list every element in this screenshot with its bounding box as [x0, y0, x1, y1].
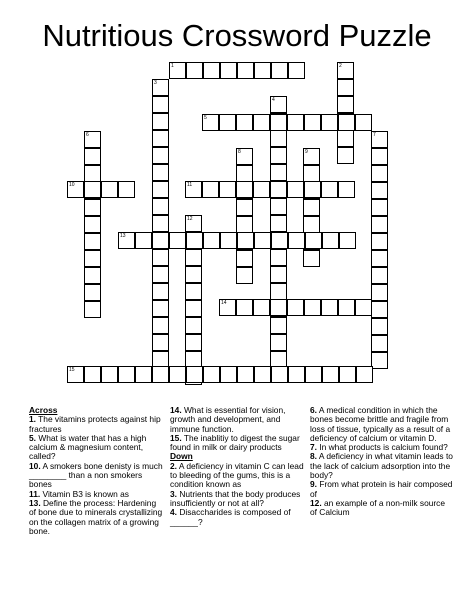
crossword-cell[interactable]	[185, 249, 202, 266]
crossword-cell[interactable]	[185, 317, 202, 334]
cell-number: 6	[86, 132, 89, 138]
cell-number: 3	[154, 80, 157, 86]
clue-text: What is essential for vision, growth and development, and immune function.	[170, 405, 286, 434]
clue-number: 14.	[170, 405, 182, 415]
crossword-cell[interactable]	[101, 366, 118, 383]
crossword-cell[interactable]	[84, 267, 101, 284]
crossword-cell[interactable]	[371, 199, 388, 216]
crossword-cell[interactable]	[203, 232, 220, 249]
cell-number: 2	[339, 63, 342, 69]
crossword-cell[interactable]	[271, 366, 288, 383]
cell-number: 5	[204, 115, 207, 121]
crossword-cell[interactable]	[236, 267, 253, 284]
crossword-cell[interactable]	[185, 334, 202, 351]
crossword-cell[interactable]	[186, 62, 203, 79]
crossword-cell[interactable]	[152, 266, 169, 283]
clue-number: 5.	[29, 432, 36, 443]
crossword-cell[interactable]	[152, 79, 169, 96]
cell-number: 10	[69, 182, 75, 188]
clue-item	[310, 499, 453, 518]
crossword-cell[interactable]	[254, 62, 271, 79]
crossword-cell[interactable]	[84, 301, 101, 318]
clue-text: What is water that has a high calcium & magnesium content, called?	[29, 432, 147, 462]
down-heading: Down	[170, 451, 193, 462]
crossword-cell[interactable]	[270, 283, 287, 300]
cell-number: 11	[187, 182, 193, 188]
crossword-cell[interactable]	[303, 216, 320, 233]
clue-text: Disaccharides is composed of ______?	[170, 507, 291, 527]
crossword-cell[interactable]	[270, 299, 287, 316]
crossword-cell[interactable]	[185, 215, 202, 232]
crossword-cell[interactable]	[84, 250, 101, 267]
crossword-cell[interactable]	[270, 215, 287, 232]
crossword-cell[interactable]	[371, 216, 388, 233]
clues-column-3	[310, 406, 453, 518]
clue-number: 4.	[170, 507, 177, 518]
clue-number: 10.	[29, 460, 41, 471]
crossword-cell[interactable]	[339, 366, 356, 383]
clue-item	[29, 462, 164, 490]
clue-item	[29, 434, 164, 462]
crossword-cell[interactable]	[337, 96, 354, 113]
crossword-cell[interactable]	[152, 366, 169, 383]
clue-number: 3.	[170, 488, 177, 499]
clue-text: Vitamin B3 is known as	[40, 488, 129, 499]
crossword-cell[interactable]	[303, 250, 320, 267]
crossword-cell[interactable]	[270, 266, 287, 283]
crossword-cell[interactable]	[169, 62, 186, 79]
crossword-cell[interactable]	[152, 96, 169, 113]
crossword-cell[interactable]	[305, 366, 322, 383]
crossword-cell[interactable]	[338, 114, 355, 131]
crossword-cell[interactable]	[84, 233, 101, 250]
crossword-cell[interactable]	[236, 165, 253, 182]
crossword-cell[interactable]	[152, 147, 169, 164]
crossword-cell[interactable]	[84, 199, 101, 216]
clue-text: A smokers bone denisty is much ________ than a non smokers bones	[29, 460, 163, 490]
crossword-cell[interactable]	[236, 250, 253, 267]
clue-number: 13.	[29, 497, 41, 508]
crossword-cell[interactable]	[253, 299, 270, 316]
down-clue-list	[170, 462, 306, 527]
across-clue-list	[29, 415, 164, 536]
crossword-cell[interactable]	[287, 114, 304, 131]
crossword-cell[interactable]	[371, 250, 388, 267]
crossword-cell[interactable]	[101, 181, 118, 198]
clue-text: A deficiency in vitamin C can lead to bleeding of the gums, this is a condition known as	[170, 460, 304, 490]
crossword-cell[interactable]	[338, 181, 355, 198]
clue-text: Define the process: Hardening of bone due to minerals crystallizing on the collagen matrix of a growing bone.	[29, 497, 163, 536]
crossword-cell[interactable]	[270, 164, 287, 181]
crossword-cell[interactable]	[152, 215, 169, 232]
crossword-cell[interactable]	[371, 233, 388, 250]
crossword-cell[interactable]	[371, 284, 388, 301]
clue-item	[29, 499, 164, 536]
crossword-cell[interactable]	[270, 147, 287, 164]
crossword-cell[interactable]	[237, 366, 254, 383]
crossword-cell[interactable]	[339, 232, 356, 249]
clue-item	[170, 508, 306, 527]
crossword-cell[interactable]	[220, 232, 237, 249]
crossword-cell[interactable]	[371, 318, 388, 335]
crossword-cell[interactable]	[135, 232, 152, 249]
crossword-cell[interactable]	[67, 366, 84, 383]
crossword-cell[interactable]	[371, 267, 388, 284]
cell-number: 14	[221, 300, 227, 306]
crossword-cell[interactable]	[287, 181, 304, 198]
crossword-cell[interactable]	[202, 114, 219, 131]
crossword-cell[interactable]	[237, 232, 254, 249]
crossword-cell[interactable]	[186, 366, 203, 383]
crossword-cell[interactable]	[118, 181, 135, 198]
clue-text: The vitamins protects against hip fractures	[29, 414, 161, 434]
clue-text: From what protein is hair composed of	[310, 479, 453, 499]
crossword-cell[interactable]	[219, 181, 236, 198]
crossword-cell[interactable]	[237, 62, 254, 79]
crossword-cell[interactable]	[152, 300, 169, 317]
crossword-cell[interactable]	[84, 131, 101, 148]
cell-number: 9	[305, 149, 308, 155]
crossword-cell[interactable]	[287, 299, 304, 316]
cell-number: 1	[171, 63, 174, 69]
crossword-cell[interactable]	[236, 148, 253, 165]
crossword-cell[interactable]	[152, 164, 169, 181]
crossword-cell[interactable]	[270, 130, 287, 147]
clue-text: A deficiency in what vitamin leads to the lack of calcium adsorption into the body?	[310, 451, 453, 481]
crossword-cell[interactable]	[185, 181, 202, 198]
crossword-cell[interactable]	[303, 199, 320, 216]
crossword-cell[interactable]	[254, 366, 271, 383]
clue-number: 7.	[310, 442, 317, 453]
crossword-cell[interactable]	[152, 130, 169, 147]
clue-number: 1.	[29, 414, 36, 425]
crossword-cell[interactable]	[236, 114, 253, 131]
crossword-cell[interactable]	[118, 232, 135, 249]
crossword-cell[interactable]	[270, 317, 287, 334]
crossword-cell[interactable]	[304, 181, 321, 198]
crossword-cell[interactable]	[371, 131, 388, 148]
crossword-cell[interactable]	[152, 317, 169, 334]
crossword-cell[interactable]	[152, 198, 169, 215]
crossword-cell[interactable]	[169, 366, 186, 383]
crossword-cell[interactable]	[288, 366, 305, 383]
clue-item	[29, 415, 164, 434]
crossword-cell[interactable]	[271, 232, 288, 249]
crossword-cell[interactable]	[219, 299, 236, 316]
crossword-cell[interactable]	[84, 181, 101, 198]
crossword-cell[interactable]	[152, 113, 169, 130]
crossword-cell[interactable]	[185, 283, 202, 300]
across-heading: Across	[29, 405, 58, 415]
cell-number: 8	[238, 149, 241, 155]
clue-number: 9.	[310, 479, 317, 490]
clues-column-1	[29, 406, 164, 536]
crossword-cell[interactable]	[321, 114, 338, 131]
across-clue-list-continued	[170, 406, 306, 452]
crossword-cell[interactable]	[270, 249, 287, 266]
crossword-cell[interactable]	[371, 301, 388, 318]
clue-item	[170, 490, 306, 509]
clue-number: 8.	[310, 451, 317, 462]
clue-number: 15.	[170, 432, 182, 443]
crossword-cell[interactable]	[152, 334, 169, 351]
crossword-cell[interactable]	[152, 181, 169, 198]
crossword-cell[interactable]	[152, 249, 169, 266]
crossword-cell[interactable]	[288, 232, 305, 249]
clue-item	[170, 406, 306, 434]
crossword-cell[interactable]	[169, 232, 186, 249]
crossword-cell[interactable]	[303, 165, 320, 182]
clue-number: 6.	[310, 405, 317, 415]
cell-number: 15	[69, 367, 75, 373]
cell-number: 12	[187, 216, 193, 222]
crossword-cell[interactable]	[135, 366, 152, 383]
crossword-cell[interactable]	[202, 181, 219, 198]
crossword-cell[interactable]	[84, 165, 101, 182]
crossword-cell[interactable]	[322, 232, 339, 249]
clue-item	[310, 406, 453, 443]
crossword-cell[interactable]	[219, 114, 236, 131]
crossword-cell[interactable]	[270, 198, 287, 215]
crossword-cell[interactable]	[371, 165, 388, 182]
crossword-cell[interactable]	[337, 147, 354, 164]
crossword-cell[interactable]	[337, 79, 354, 96]
crossword-cell[interactable]	[186, 232, 203, 249]
clue-number: 2.	[170, 460, 177, 471]
crossword-cell[interactable]	[236, 299, 253, 316]
crossword-cell[interactable]	[67, 181, 84, 198]
crossword-cell[interactable]	[305, 232, 322, 249]
crossword-cell[interactable]	[338, 299, 355, 316]
crossword-cell[interactable]	[371, 182, 388, 199]
down-clue-list-continued	[310, 406, 453, 518]
crossword-cell[interactable]	[337, 62, 354, 79]
cell-number: 4	[272, 97, 275, 103]
crossword-cell[interactable]	[84, 284, 101, 301]
crossword-cell[interactable]	[270, 334, 287, 351]
crossword-cell[interactable]	[253, 181, 270, 198]
clue-number: 12.	[310, 497, 322, 508]
crossword-cell[interactable]	[304, 114, 321, 131]
crossword-cell[interactable]	[270, 114, 287, 131]
crossword-cell[interactable]	[371, 352, 388, 369]
clue-number: 11.	[29, 488, 41, 499]
clue-item	[170, 462, 306, 490]
crossword-cell[interactable]	[371, 335, 388, 352]
crossword-cell[interactable]	[355, 299, 372, 316]
crossword-cell[interactable]	[118, 366, 135, 383]
crossword-cell[interactable]	[220, 366, 237, 383]
clue-item	[310, 452, 453, 480]
clue-text: In what products is calcium found?	[317, 442, 448, 453]
clue-text: A medical condition in which the bones become brittle and fragile from loss of tissue, typically as a result of a deficiency of calcium or vitamin D.	[310, 405, 451, 443]
cell-number: 13	[120, 233, 126, 239]
crossword-cell[interactable]	[356, 366, 373, 383]
crossword-cell[interactable]	[152, 283, 169, 300]
crossword-cell[interactable]	[270, 96, 287, 113]
crossword-cell[interactable]	[236, 181, 253, 198]
crossword-cell[interactable]	[321, 299, 338, 316]
crossword-cell[interactable]	[303, 148, 320, 165]
crossword-cell[interactable]	[355, 114, 372, 131]
crossword-cell[interactable]	[236, 199, 253, 216]
crossword-cell[interactable]	[203, 366, 220, 383]
cell-number: 7	[373, 132, 376, 138]
crossword-cell[interactable]	[203, 62, 220, 79]
crossword-cell[interactable]	[270, 181, 287, 198]
clue-text: The inablitiy to digest the sugar found in milk or dairy products	[170, 432, 300, 453]
crossword-cell[interactable]	[84, 148, 101, 165]
crossword-cell[interactable]	[254, 232, 271, 249]
crossword-cell[interactable]	[152, 232, 169, 249]
crossword-cell[interactable]	[321, 181, 338, 198]
clue-item	[310, 480, 453, 499]
crossword-cell[interactable]	[288, 62, 305, 79]
crossword-cell[interactable]	[271, 62, 288, 79]
crossword-cell[interactable]	[84, 216, 101, 233]
clue-text: Nutrients that the body produces insufficiently or not at all?	[170, 488, 301, 508]
crossword-cell[interactable]	[185, 300, 202, 317]
crossword-cell[interactable]	[337, 130, 354, 147]
clue-text: an example of a non-milk source of Calcium	[310, 497, 446, 518]
crossword-cell[interactable]	[236, 216, 253, 233]
crossword-cell[interactable]	[304, 299, 321, 316]
crossword-cell[interactable]	[185, 266, 202, 283]
clues-column-2	[170, 406, 306, 527]
crossword-cell[interactable]	[253, 114, 270, 131]
clue-item	[170, 434, 306, 453]
page-title: Nutritious Crossword Puzzle	[42, 18, 432, 53]
crossword-cell[interactable]	[322, 366, 339, 383]
crossword-cell[interactable]	[220, 62, 237, 79]
crossword-cell[interactable]	[84, 366, 101, 383]
crossword-cell[interactable]	[371, 148, 388, 165]
